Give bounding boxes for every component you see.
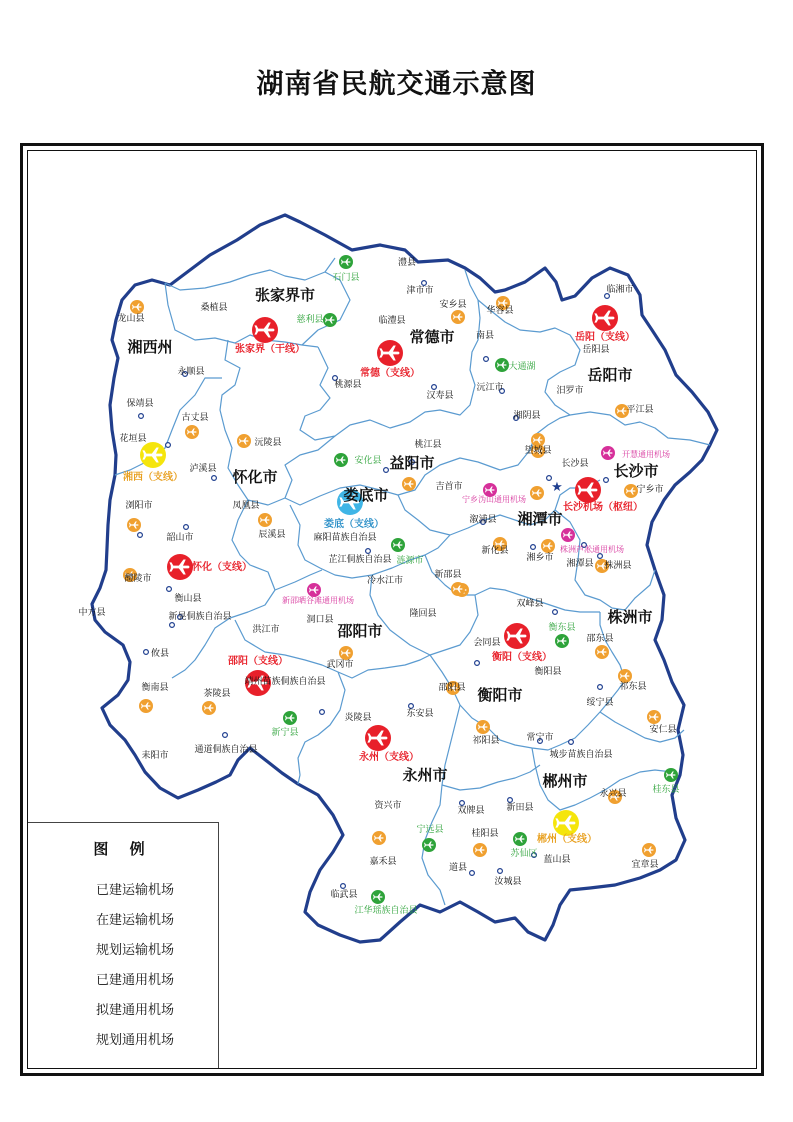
county-label: 韶山市 xyxy=(166,533,194,543)
airport-label: 衡阳（支线） xyxy=(492,652,552,663)
city-name: 郴州市 xyxy=(542,772,588,790)
county-dot xyxy=(498,869,503,874)
county-label: 新田县 xyxy=(506,803,534,813)
county-dot xyxy=(341,884,346,889)
county-dot xyxy=(569,740,574,745)
county-dot xyxy=(484,357,489,362)
legend-row xyxy=(62,937,174,959)
county-label: 隆回县 xyxy=(409,609,437,619)
county-label: 资兴市 xyxy=(374,801,402,811)
city-name: 湘西州 xyxy=(127,338,173,356)
city-name: 张家界市 xyxy=(254,286,316,304)
legend xyxy=(28,822,219,1068)
county-label: 通道侗族自治县 xyxy=(194,745,258,755)
county-dot xyxy=(409,704,414,709)
county-label: 永顺县 xyxy=(177,367,205,377)
county-dot xyxy=(320,710,325,715)
county-label: 永兴县 xyxy=(599,789,627,799)
city-name: 常德市 xyxy=(409,328,455,346)
county-dot xyxy=(138,533,143,538)
city-borders xyxy=(115,258,710,905)
county-label: 东安县 xyxy=(406,709,434,719)
county-label: 城步苗族自治县 xyxy=(549,750,613,760)
county-dot xyxy=(508,798,513,803)
county-label: 岳阳县 xyxy=(582,345,610,355)
city-name: 怀化市 xyxy=(232,468,278,486)
city-name: 娄底市 xyxy=(343,486,389,504)
county-dot xyxy=(139,414,144,419)
county-label: 保靖县 xyxy=(126,399,154,409)
county-dot xyxy=(170,623,175,628)
legend-label: 在建运输机场 xyxy=(96,912,175,928)
county-label: 邵东县 xyxy=(586,634,614,644)
county-label: 安乡县 xyxy=(439,300,467,310)
county-label: 祁阳县 xyxy=(472,736,500,746)
map-title: 湖南省民航交通示意图 xyxy=(256,69,537,100)
county-label: 蓝山县 xyxy=(543,855,571,865)
county-dot xyxy=(212,476,217,481)
city-name: 益阳市 xyxy=(389,454,435,472)
county-label: 冷水江市 xyxy=(366,576,404,586)
county-dot xyxy=(384,468,389,473)
county-label: 吉首市 xyxy=(435,482,463,492)
county-dot xyxy=(223,733,228,738)
county-label: 茶陵县 xyxy=(203,689,231,699)
county-label: 安仁县 xyxy=(649,725,677,735)
county-label: 湘潭县 xyxy=(566,559,594,569)
county-label: 沅陵县 xyxy=(254,438,282,448)
city-name: 株洲市 xyxy=(607,608,653,626)
county-dot xyxy=(432,385,437,390)
county-label: 汨罗市 xyxy=(556,386,584,396)
county-label: 绥宁县 xyxy=(586,698,614,708)
county-label: 武冈市 xyxy=(326,660,354,670)
county-label: 祁东县 xyxy=(619,682,647,692)
airport-label: 娄底（支线） xyxy=(324,519,384,530)
airport-label: 开慧通用机场 xyxy=(622,450,670,459)
county-label: 桑植县 xyxy=(200,303,228,313)
county-label: 双牌县 xyxy=(457,806,485,816)
county-label: 湘阴县 xyxy=(513,411,541,421)
county-label: 中方县 xyxy=(78,608,106,618)
airport-label: 江华瑶族自治县 xyxy=(354,906,418,916)
legend-label: 已建通用机场 xyxy=(96,972,175,988)
legend-title: 图 例 xyxy=(93,840,153,858)
county-label: 靖州苗族侗族自治县 xyxy=(244,677,326,687)
county-label: 常宁市 xyxy=(526,733,554,743)
county-dot xyxy=(604,478,609,483)
county-label: 临湘市 xyxy=(606,285,634,295)
legend-label: 已建运输机场 xyxy=(96,882,175,898)
airport-label: 宁乡沩山通用机场 xyxy=(462,495,526,504)
airport-label: 岳阳（支线） xyxy=(575,332,635,343)
county-label: 澧县 xyxy=(397,258,417,268)
legend-label: 拟建通用机场 xyxy=(96,1002,175,1018)
county-label: 桃源县 xyxy=(334,380,362,390)
airport-label: 石门县 xyxy=(332,273,360,283)
county-label: 龙山县 xyxy=(117,314,145,324)
airport-label: 新宁县 xyxy=(271,728,299,738)
county-dot xyxy=(184,525,189,530)
city-name: 邵阳市 xyxy=(337,622,383,640)
county-label: 双峰县 xyxy=(516,599,544,609)
county-label: 湘乡市 xyxy=(526,553,554,563)
city-name: 长沙市 xyxy=(613,462,659,480)
airport-label: 桂东县 xyxy=(652,785,680,795)
city-name: 岳阳市 xyxy=(587,366,633,384)
airport-label: 株洲芦凇通用机场 xyxy=(560,545,624,554)
county-label: 临澧县 xyxy=(378,316,406,326)
county-label: 洞口县 xyxy=(306,615,334,625)
county-label: 会同县 xyxy=(473,638,501,648)
county-label: 长沙县 xyxy=(561,459,589,469)
airport-label: 邵阳（支线） xyxy=(228,656,288,667)
legend-row xyxy=(62,877,174,899)
county-label: 道县 xyxy=(448,863,468,873)
county-label: 攸县 xyxy=(150,649,170,659)
airport-label: 安化县 xyxy=(354,456,382,466)
county-label: 洪江市 xyxy=(252,625,280,635)
legend-row xyxy=(62,1027,174,1049)
city-name: 永州市 xyxy=(402,766,448,784)
airport-label: 新邵晒谷滩通用机场 xyxy=(282,596,354,605)
county-label: 津市市 xyxy=(406,286,434,296)
legend-row xyxy=(62,907,174,929)
county-label: 新化县 xyxy=(481,546,509,556)
county-label: 衡阳县 xyxy=(534,667,562,677)
county-label: 泸溪县 xyxy=(189,464,217,474)
county-label: 衡山县 xyxy=(174,594,202,604)
county-label: 沅江市 xyxy=(476,383,504,393)
county-dot xyxy=(144,650,149,655)
airport-label: 湘西（支线） xyxy=(123,472,183,483)
county-label: 嘉禾县 xyxy=(369,857,397,867)
airport-label: 宁远县 xyxy=(416,825,444,835)
county-label: 芷江侗族自治县 xyxy=(328,555,392,565)
county-label: 平江县 xyxy=(626,405,654,415)
airport-label: 常德（支线） xyxy=(360,368,420,379)
legend-row xyxy=(62,967,174,989)
county-label: 桃江县 xyxy=(414,440,442,450)
airport-label: 长沙机场（枢纽） xyxy=(563,502,643,513)
county-label: 新邵县 xyxy=(434,570,462,580)
airport-label: 永州（支线） xyxy=(359,752,419,763)
county-label: 南县 xyxy=(475,331,495,341)
airport-label: 慈利县 xyxy=(296,315,324,325)
county-label: 衡南县 xyxy=(141,683,169,693)
legend-label: 规划运输机场 xyxy=(96,942,175,958)
county-label: 凤凰县 xyxy=(232,501,260,511)
county-dot xyxy=(366,549,371,554)
airport-label: 怀化（支线） xyxy=(192,562,252,573)
county-dot xyxy=(460,801,465,806)
county-label: 耒阳市 xyxy=(141,751,169,761)
county-label: 宜章县 xyxy=(631,860,659,870)
county-label: 溆浦县 xyxy=(469,515,497,525)
county-label: 新晃侗族自治县 xyxy=(168,612,232,622)
county-label: 宁乡市 xyxy=(636,485,664,495)
county-dot xyxy=(470,871,475,876)
capital-star-icon: ★ xyxy=(551,480,563,495)
airport-label: 衡东县 xyxy=(548,623,576,633)
county-label: 望城县 xyxy=(524,446,552,456)
county-label: 桂阳县 xyxy=(471,829,499,839)
county-label: 浏阳市 xyxy=(125,501,153,511)
county-label: 醴陵市 xyxy=(124,574,152,584)
county-dot xyxy=(531,545,536,550)
county-label: 麻阳苗族自治县 xyxy=(313,533,377,543)
county-dot xyxy=(166,443,171,448)
county-label: 古丈县 xyxy=(181,413,209,423)
county-label: 炎陵县 xyxy=(344,713,372,723)
county-dot xyxy=(598,554,603,559)
airport-label: 郴州（支线） xyxy=(537,834,597,845)
county-dot xyxy=(422,281,427,286)
county-label: 华容县 xyxy=(486,306,514,316)
county-dot xyxy=(598,685,603,690)
airport-label: 大通湖 xyxy=(508,362,536,372)
county-label: 邵阳县 xyxy=(438,683,466,693)
county-label: 汝城县 xyxy=(494,877,522,887)
airport-label: 张家界（干线） xyxy=(235,344,305,355)
legend-row xyxy=(62,997,174,1019)
county-dot xyxy=(475,661,480,666)
county-label: 汉寿县 xyxy=(426,391,454,401)
county-dot xyxy=(167,587,172,592)
city-name: 衡阳市 xyxy=(477,686,523,704)
airport-label: 涟源市 xyxy=(396,556,424,566)
legend-label: 规划通用机场 xyxy=(96,1032,175,1048)
county-label: 辰溪县 xyxy=(258,530,286,540)
county-label: 株洲县 xyxy=(604,561,632,571)
county-label: 临武县 xyxy=(330,890,358,900)
county-dot xyxy=(553,610,558,615)
city-name: 湘潭市 xyxy=(517,510,563,528)
county-label: 花垣县 xyxy=(119,434,147,444)
airport-label: 苏仙区 xyxy=(510,849,538,859)
